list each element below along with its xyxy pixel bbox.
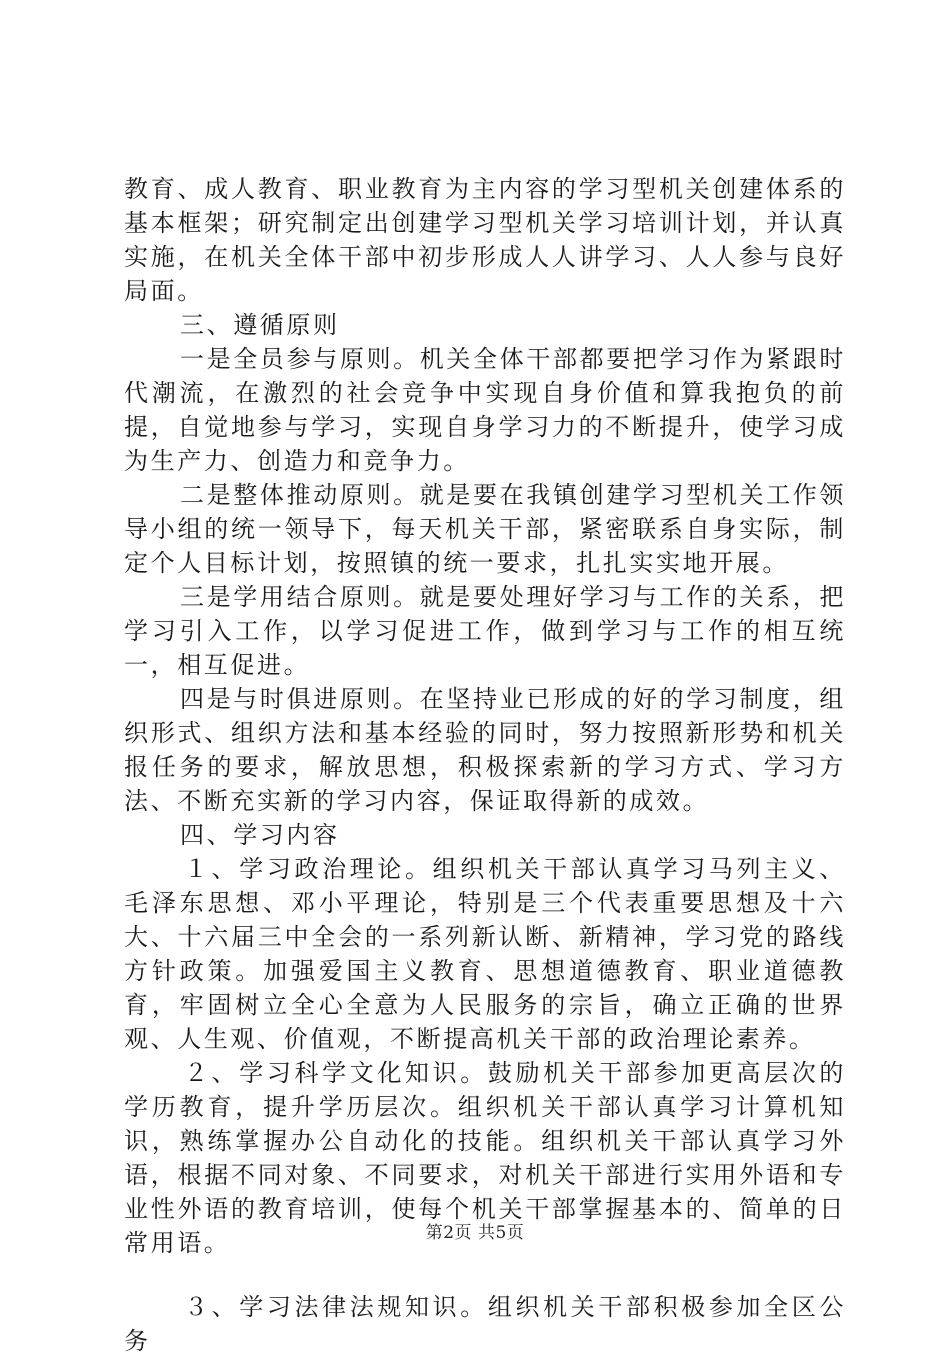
section-heading-principles: 三、遵循原则 — [180, 311, 340, 339]
paragraph-content-3: ３、学习法律法规知识。组织机关干部积极参加全区公务 — [124, 1293, 846, 1355]
paragraph-principle-3: 三是学用结合原则。就是要处理好学习与工作的关系，把学习引入工作，以学习促进工作，做到学习与工作的相互统一，相互促进。 — [124, 583, 846, 679]
paragraph-continuation: 教育、成人教育、职业教育为主内容的学习型机关创建体系的基本框架；研究制定出创建学习型机关学习培训计划，并认真实施，在机关全体干部中初步形成人人讲学习、人人参与良好局面。 — [124, 175, 846, 305]
paragraph-gap — [124, 1260, 846, 1290]
document-body — [124, 172, 846, 1358]
paragraph-principle-1: 一是全员参与原则。机关全体干部都要把学习作为紧跟时代潮流，在激烈的社会竞争中实现自身价值和算我抱负的前提，自觉地参与学习，实现自身学习力的不断提升，使学习成为生产力、创造力和竞争力。 — [124, 345, 846, 475]
paragraph-content-2: ２、学习科学文化知识。鼓励机关干部参加更高层次的学历教育，提升学历层次。组织机关干部认真学习计算机知识，熟练掌握办公自动化的技能。组织机关干部认真学习外语，根据不同对象、不同要求，对机关干部进行实用外语和专业性外语的教育培训，使每个机关干部掌握基本的、简单的日常用语。 — [124, 1059, 846, 1257]
paragraph-principle-4: 四是与时俱进原则。在坚持业已形成的好的学习制度，组织形式、组织方法和基本经验的同时，努力按照新形势和机关报任务的要求，解放思想，积极探索新的学习方式、学习方法、不断充实新的学习内容，保证取得新的成效。 — [124, 685, 846, 815]
page-footer: 第2页 共5页 — [425, 1223, 525, 1243]
paragraph-principle-2: 二是整体推动原则。就是要在我镇创建学习型机关工作领导小组的统一领导下，每天机关干部，紧密联系自身实际，制定个人目标计划，按照镇的统一要求，扎扎实实地开展。 — [124, 481, 846, 577]
paragraph-content-1: １、学习政治理论。组织机关干部认真学习马列主义、毛泽东思想、邓小平理论，特别是三个代表重要思想及十六大、十六届三中全会的一系列新认断、新精神，学习党的路线方针政策。加强爱国主义教育、思想道德教育、职业道德教育，牢固树立全心全意为人民服务的宗旨，确立正确的世界观、人生观、价值观，不断提高机关干部的政治理论素养。 — [124, 855, 846, 1053]
section-heading-content: 四、学习内容 — [180, 821, 340, 849]
